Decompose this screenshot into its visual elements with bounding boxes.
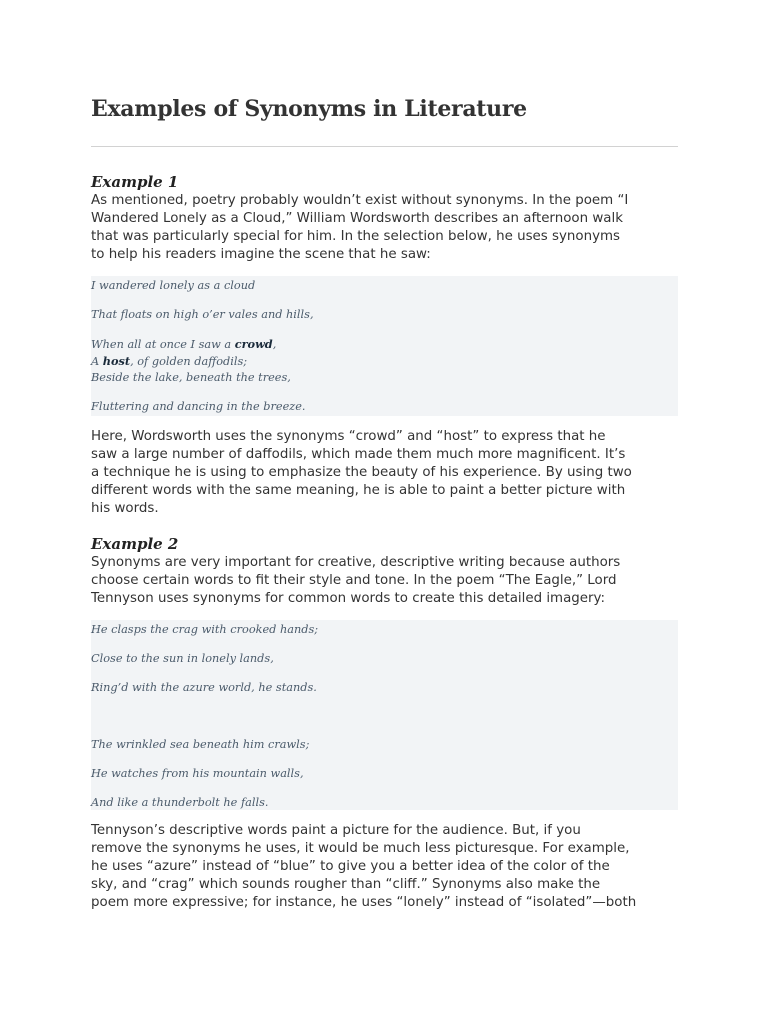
text-line: Tennyson uses synonyms for common words to create this detailed imagery:: [91, 591, 606, 606]
highlighted-word: crowd: [234, 337, 273, 351]
text-line: his words.: [91, 501, 159, 516]
poem-line: He clasps the crag with crooked hands;: [91, 623, 319, 636]
poem-line: And like a thunderbolt he falls.: [91, 796, 269, 809]
poem-line: When all at once I saw a crowd,: [91, 337, 277, 351]
text-line: saw a large number of daffodils, which made them much more magnificent. It’s: [91, 447, 626, 462]
example-1-heading: Example 1: [91, 173, 179, 191]
text-line: Synonyms are very important for creative, descriptive writing because authors: [91, 555, 621, 570]
poem-line: Fluttering and dancing in the breeze.: [91, 400, 306, 413]
text-line: he uses “azure” instead of “blue” to give you a better idea of the color of the: [91, 859, 610, 874]
poem-line: Close to the sun in lonely lands,: [91, 652, 274, 665]
poem-line: That floats on high o’er vales and hills,: [91, 308, 314, 321]
example-2-intro: [91, 554, 691, 608]
text-line: Wandered Lonely as a Cloud,” William Wordsworth describes an afternoon walk: [91, 211, 623, 226]
text-line: that was particularly special for him. In the selection below, he uses synonyms: [91, 229, 621, 244]
text-line: sky, and “crag” which sounds rougher than “cliff.” Synonyms also make the: [91, 877, 601, 892]
poem-line: Ring’d with the azure world, he stands.: [91, 681, 317, 694]
highlighted-word: host: [102, 354, 131, 368]
example-1-poem: [91, 276, 678, 416]
poem-line: Beside the lake, beneath the trees,: [91, 371, 291, 384]
text-line: different words with the same meaning, he is able to paint a better picture with: [91, 483, 626, 498]
example-1-analysis: [91, 428, 691, 518]
text-line: Tennyson’s descriptive words paint a picture for the audience. But, if you: [91, 823, 581, 838]
text-line: choose certain words to fit their style and tone. In the poem “The Eagle,” Lord: [91, 573, 617, 588]
poem-line: A host, of golden daffodils;: [91, 354, 248, 368]
text-line: Here, Wordsworth uses the synonyms “crowd” and “host” to express that he: [91, 429, 606, 444]
poem-line: He watches from his mountain walls,: [91, 767, 304, 780]
text-line: a technique he is using to emphasize the beauty of his experience. By using two: [91, 465, 632, 480]
poem-line: I wandered lonely as a cloud: [91, 279, 256, 292]
example-2-heading: Example 2: [91, 535, 179, 553]
example-2-analysis: [91, 822, 691, 912]
text-line: remove the synonyms he uses, it would be much less picturesque. For example,: [91, 841, 630, 856]
example-2-poem: [91, 620, 678, 810]
article-title: Examples of Synonyms in Literature: [91, 96, 527, 122]
example-1-intro: [91, 192, 691, 264]
text-line: to help his readers imagine the scene that he saw:: [91, 247, 431, 262]
title-divider: [91, 146, 678, 147]
poem-line: The wrinkled sea beneath him crawls;: [91, 738, 310, 751]
text-line: As mentioned, poetry probably wouldn’t exist without synonyms. In the poem “I: [91, 193, 629, 208]
text-line: poem more expressive; for instance, he uses “lonely” instead of “isolated”—both: [91, 895, 637, 910]
